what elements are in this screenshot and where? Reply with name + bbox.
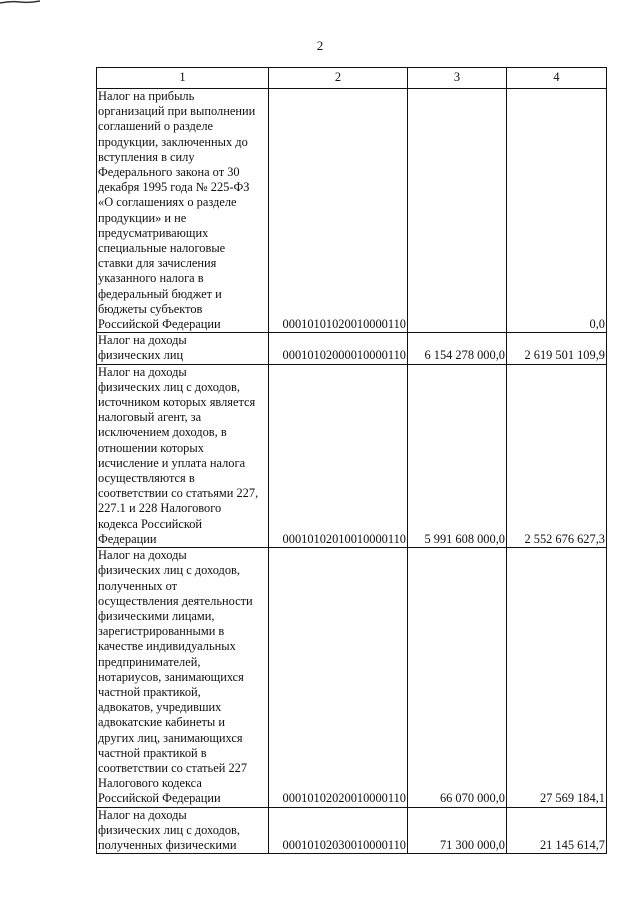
table-row: [97, 548, 607, 807]
budget-code: 00010102000010000110: [269, 333, 408, 364]
page-number: 2: [316, 38, 324, 53]
income-name: Налог на доходы физических лиц с доходов, источником которых является налоговый агент, за исключением доходов, в отношении которых исчисление и уплата налога осуществляются в соответствии со статьями 227, 227.1 и 228 Налогового кодекса Российской Федерации: [97, 364, 269, 547]
actual-amount: 0,0: [507, 89, 607, 333]
budget-code: 00010101020010000110: [269, 89, 408, 333]
scan-ink-mark: [0, 0, 40, 6]
table-row: [97, 807, 607, 854]
column-header-4: 4: [507, 68, 607, 89]
income-name: Налог на прибыль организаций при выполнении соглашений о разделе продукции, заключенных до вступления в силу Федерального закона от 30 декабря 1995 года № 225-ФЗ «О соглашениях о разделе продукции» и не предусматривающих специальные налоговые ставки для зачисления указанного налога в федеральный бюджет и бюджеты субъектов Российской Федерации: [97, 89, 269, 333]
income-name: Налог на доходы физических лиц: [97, 333, 269, 364]
column-header-1: 1: [97, 68, 269, 89]
budget-code: 00010102010010000110: [269, 364, 408, 547]
budget-code: 00010102020010000110: [269, 548, 408, 807]
plan-amount: [408, 89, 507, 333]
actual-amount: 2 552 676 627,3: [507, 364, 607, 547]
actual-amount: 27 569 184,1: [507, 548, 607, 807]
table-row: [97, 89, 607, 333]
income-name: Налог на доходы физических лиц с доходов, полученных от осуществления деятельности физическими лицами, зарегистрированными в качестве индивидуальных предпринимателей, нотариусов, занимающихся частной практикой, адвокатов, учредивших адвокатские кабинеты и других лиц, занимающихся частной практикой в соответствии со статьей 227 Налогового кодекса Российской Федерации: [97, 548, 269, 807]
actual-amount: 21 145 614,7: [507, 807, 607, 854]
table-row: [97, 364, 607, 547]
column-header-3: 3: [408, 68, 507, 89]
plan-amount: 71 300 000,0: [408, 807, 507, 854]
plan-amount: 6 154 278 000,0: [408, 333, 507, 364]
income-name: Налог на доходы физических лиц с доходов, полученных физическими: [97, 807, 269, 854]
table-row: [97, 333, 607, 364]
column-header-2: 2: [269, 68, 408, 89]
budget-income-table: [96, 67, 607, 854]
plan-amount: 66 070 000,0: [408, 548, 507, 807]
budget-code: 00010102030010000110: [269, 807, 408, 854]
table-header-row: [97, 68, 607, 89]
plan-amount: 5 991 608 000,0: [408, 364, 507, 547]
actual-amount: 2 619 501 109,9: [507, 333, 607, 364]
